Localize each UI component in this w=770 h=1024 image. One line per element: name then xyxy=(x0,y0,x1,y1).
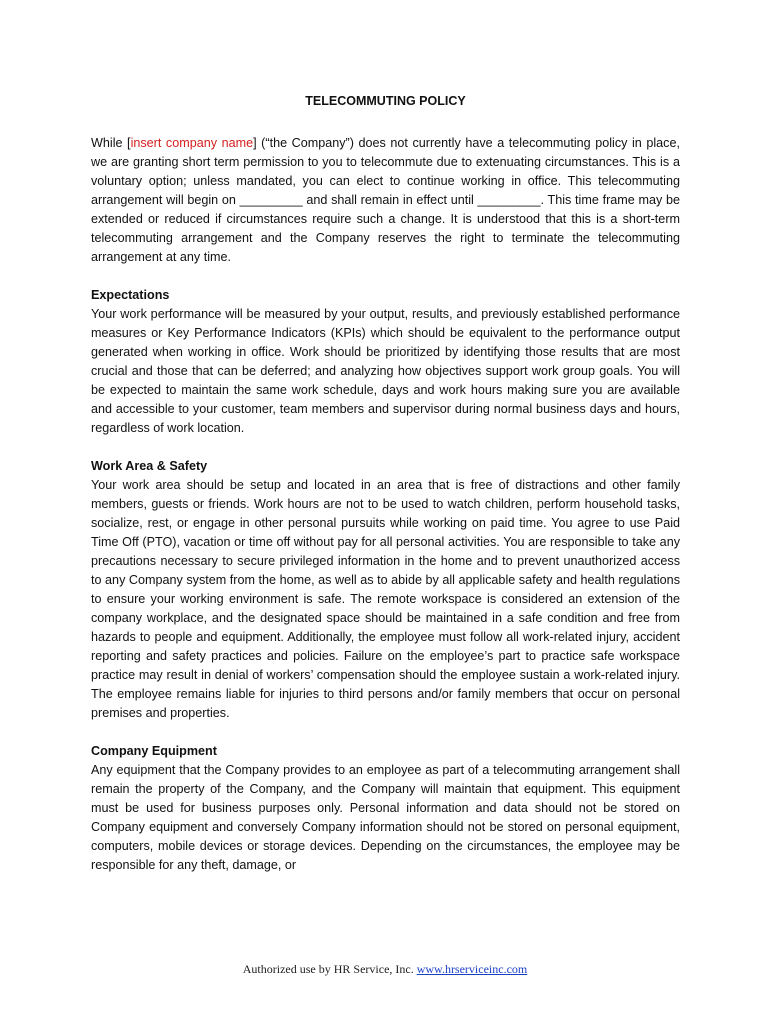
intro-prefix: While [ xyxy=(91,136,131,150)
section-heading-expectations: Expectations xyxy=(91,288,170,302)
section-company-equipment xyxy=(91,742,680,875)
footer-text: Authorized use by HR Service, Inc. xyxy=(242,962,417,976)
section-heading-company-equipment: Company Equipment xyxy=(91,744,217,758)
section-body-work-area-safety: Your work area should be setup and located in an area that is free of distractions and other family members, guests or friends. Work hours are not to be used to watch children, perform household tasks, socialize, rest, or engage in other personal pursuits while working on paid time. You agree to use Paid Time Off (PTO), vacation or time off without pay for all personal activities. You are responsible to take any precautions necessary to secure privileged information in the home and to prevent unauthorized access to any Company system from the home, as well as to abide by all applicable safety and health regulations to ensure your working environment is safe. The remote workspace is considered an extension of the company workplace, and the designated space should be maintained in a safe condition and free from hazards to people and equipment. Additionally, the employee must follow all work-related injury, accident reporting and safety practices and policies. Failure on the employee’s part to practice safe workspace practice may result in denial of workers’ compensation should the employee sustain a work-related injury. The employee remains liable for injuries to third persons and/or family members that occur on personal premises and properties. xyxy=(91,478,680,720)
document-page xyxy=(91,92,680,894)
section-body-expectations: Your work performance will be measured by your output, results, and previously established performance measures or Key Performance Indicators (KPIs) which should be equivalent to the performance output generated when working in office. Work should be prioritized by identifying those results that are most crucial and those that can be deferred; and analyzing how objectives support work group goals. You will be expected to maintain the same work schedule, days and work hours making sure you are available and accessible to your customer, team members and supervisor during normal business days and hours, regardless of work location. xyxy=(91,307,680,435)
intro-paragraph xyxy=(91,134,680,267)
section-heading-work-area-safety: Work Area & Safety xyxy=(91,459,208,473)
company-name-placeholder: insert company name xyxy=(130,136,254,150)
section-body-company-equipment: Any equipment that the Company provides to an employee as part of a telecommuting arrangement shall remain the property of the Company, and the Company will maintain that equipment. This equipment must be used for business purposes only. Personal information and data should not be stored on Company equipment and conversely Company information should not be stored on personal equipment, computers, mobile devices or storage devices. Depending on the circumstances, the employee may be responsible for any theft, damage, or xyxy=(91,763,680,872)
document-title: TELECOMMUTING POLICY xyxy=(305,94,466,108)
page-footer xyxy=(0,962,770,977)
section-expectations xyxy=(91,286,680,438)
intro-text: ] (“the Company”) does not currently have a telecommuting policy in place, we are granting short term permission to you to telecommute due to extenuating circumstances. This is a voluntary option; unless mandated, you can elect to continue working in office. This telecommuting arrangement will begin on _________ and shall remain in effect until _________. This time frame may be extended or reduced if circumstances require such a change. It is understood that this is a short-term telecommuting arrangement and the Company reserves the right to terminate the telecommuting arrangement at any time. xyxy=(91,136,680,264)
section-work-area-safety xyxy=(91,457,680,723)
footer-website-link[interactable]: www.hrserviceinc.com xyxy=(416,962,528,976)
